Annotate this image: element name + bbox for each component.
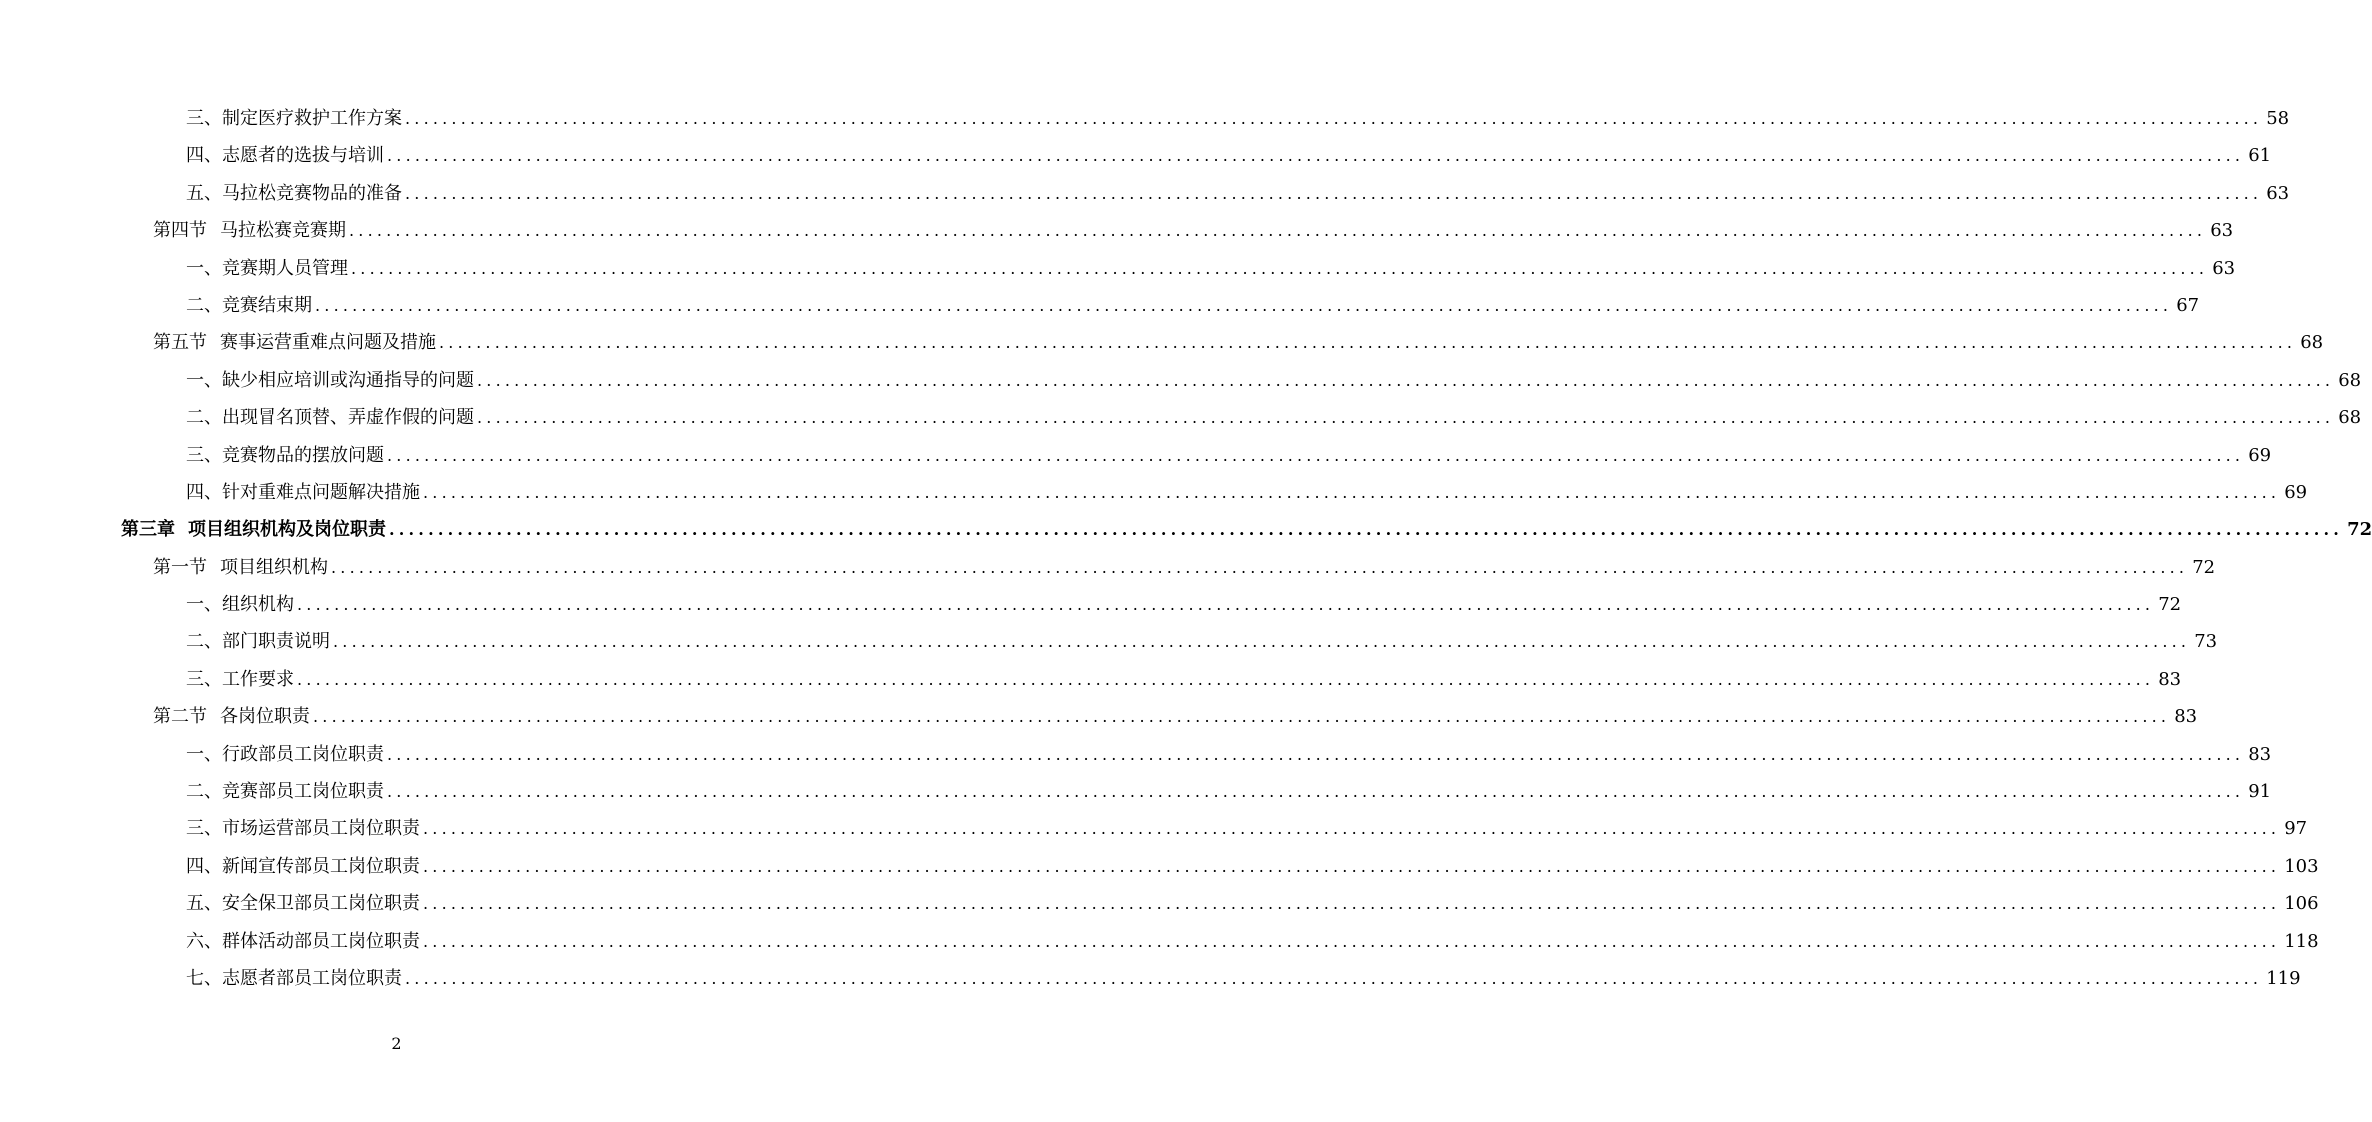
toc-entry-title	[186, 362, 474, 399]
toc-entry-page: 118	[2284, 930, 2319, 952]
toc-entry-item[interactable]	[186, 362, 2362, 399]
toc-entry-text: 竞赛期人员管理	[222, 257, 348, 279]
toc-entry-item[interactable]	[186, 100, 2290, 137]
toc-entry-text: 市场运营部员工岗位职责	[222, 818, 420, 840]
toc-entry-title	[186, 623, 330, 660]
toc-entry-number: 第二节	[153, 706, 207, 728]
toc-entry-item[interactable]	[186, 960, 2301, 997]
toc-entry-item[interactable]	[186, 885, 2319, 922]
toc-entry-page: 67	[2176, 294, 2200, 316]
toc-entry-title	[186, 137, 384, 174]
toc-dot-leader: ........................................................................................................................................................................................................	[389, 520, 2344, 540]
toc-entry-number: 四、	[186, 855, 222, 877]
toc-entry-number: 二、	[186, 631, 222, 653]
toc-entry-text: 竞赛部员工岗位职责	[222, 781, 384, 803]
toc-dot-leader: ........................................................................................................................................................................................................	[349, 221, 2207, 241]
toc-entry-title	[186, 250, 348, 287]
toc-entry-text: 出现冒名顶替、弄虚作假的问题	[222, 407, 474, 429]
toc-entry-text: 组织机构	[222, 594, 294, 616]
toc-entry-page: 91	[2248, 781, 2272, 803]
toc-entry-page: 68	[2338, 369, 2362, 391]
toc-entry-number: 六、	[186, 930, 222, 952]
toc-dot-leader: ........................................................................................................................................................................................................	[387, 782, 2245, 802]
toc-entry-item[interactable]	[186, 586, 2182, 623]
toc-entry-text: 行政部员工岗位职责	[222, 743, 384, 765]
toc-entry-title	[153, 549, 328, 586]
toc-dot-leader: ........................................................................................................................................................................................................	[439, 333, 2297, 353]
toc-entry-title	[186, 100, 402, 137]
toc-entry-title	[186, 810, 420, 847]
toc-entry-item[interactable]	[186, 810, 2308, 847]
toc-entry-item[interactable]	[186, 250, 2236, 287]
toc-entry-page: 63	[2210, 220, 2234, 242]
toc-entry-page: 69	[2248, 444, 2272, 466]
toc-entry-item[interactable]	[186, 474, 2308, 511]
toc-dot-leader: ........................................................................................................................................................................................................	[405, 109, 2263, 128]
toc-entry-title	[121, 511, 386, 548]
toc-entry-text: 各岗位职责	[220, 706, 310, 728]
toc-dot-leader: ........................................................................................................................................................................................................	[405, 183, 2263, 203]
toc-entry-item[interactable]	[186, 661, 2182, 698]
toc-dot-leader: ........................................................................................................................................................................................................	[387, 744, 2245, 764]
toc-entry-title	[153, 212, 346, 249]
toc-entry-page: 63	[2266, 182, 2290, 204]
toc-entry-page: 119	[2266, 967, 2301, 989]
toc-entry-number: 四、	[186, 481, 222, 503]
toc-entry-text: 项目组织机构及岗位职责	[188, 519, 386, 541]
toc-entry-number: 二、	[186, 294, 222, 316]
toc-dot-leader: ........................................................................................................................................................................................................	[297, 595, 2155, 615]
toc-dot-leader: ........................................................................................................................................................................................................	[477, 408, 2335, 428]
toc-entry-number: 第一节	[153, 556, 207, 578]
toc-entry-number: 五、	[186, 182, 222, 204]
toc-entry-title	[153, 324, 436, 361]
toc-dot-leader: ........................................................................................................................................................................................................	[387, 445, 2245, 465]
toc-entry-number: 一、	[186, 257, 222, 279]
toc-entry-number: 第五节	[153, 332, 207, 354]
toc-entry-page: 68	[2338, 407, 2362, 429]
toc-entry-section[interactable]	[153, 324, 2324, 361]
toc-entry-title	[186, 175, 402, 212]
toc-entry-section[interactable]	[153, 212, 2234, 249]
toc-dot-leader: ........................................................................................................................................................................................................	[423, 482, 2281, 502]
toc-dot-leader: ........................................................................................................................................................................................................	[423, 894, 2281, 914]
toc-entry-page: 103	[2284, 855, 2319, 877]
toc-entry-text: 缺少相应培训或沟通指导的问题	[222, 369, 474, 391]
toc-entry-number: 三、	[186, 444, 222, 466]
toc-entry-page: 58	[2266, 108, 2290, 129]
toc-entry-page: 72	[2347, 519, 2372, 541]
toc-entry-number: 五、	[186, 893, 222, 915]
toc-entry-number: 第三章	[121, 519, 175, 541]
toc-entry-title	[186, 287, 312, 324]
toc-dot-leader: ........................................................................................................................................................................................................	[313, 707, 2171, 727]
toc-entry-page: 69	[2284, 481, 2308, 503]
toc-entry-item[interactable]	[186, 848, 2319, 885]
toc-entry-text: 志愿者部员工岗位职责	[222, 967, 402, 989]
toc-entry-text: 部门职责说明	[222, 631, 330, 653]
toc-dot-leader: ........................................................................................................................................................................................................	[297, 669, 2155, 689]
toc-entry-title	[186, 661, 294, 698]
toc-dot-leader: ........................................................................................................................................................................................................	[331, 557, 2189, 577]
toc-entry-text: 赛事运营重难点问题及措施	[220, 332, 436, 354]
toc-entry-title	[186, 586, 294, 623]
toc-entry-text: 竞赛结束期	[222, 294, 312, 316]
toc-entry-number: 一、	[186, 743, 222, 765]
toc-entry-text: 新闻宣传部员工岗位职责	[222, 855, 420, 877]
toc-entry-item[interactable]	[186, 175, 2290, 212]
toc-entry-text: 马拉松竞赛物品的准备	[222, 182, 402, 204]
toc-dot-leader: ........................................................................................................................................................................................................	[423, 931, 2281, 951]
toc-entry-text: 竞赛物品的摆放问题	[222, 444, 384, 466]
toc-entry-page: 68	[2300, 332, 2324, 354]
toc-entry-item[interactable]	[186, 623, 2218, 660]
toc-entry-page: 97	[2284, 818, 2308, 840]
toc-dot-leader: ........................................................................................................................................................................................................	[423, 856, 2281, 876]
toc-entry-page: 83	[2158, 668, 2182, 690]
toc-entry-number: 三、	[186, 668, 222, 690]
toc-entry-page: 83	[2248, 743, 2272, 765]
toc-entry-title	[186, 923, 420, 960]
toc-entry-item[interactable]	[186, 736, 2272, 773]
toc-dot-leader: ........................................................................................................................................................................................................	[351, 258, 2209, 278]
toc-entry-title	[186, 848, 420, 885]
toc-entry-title	[186, 437, 384, 474]
toc-dot-leader: ........................................................................................................................................................................................................	[387, 146, 2245, 166]
toc-entry-number: 四、	[186, 145, 222, 167]
toc-entry-number: 三、	[186, 818, 222, 840]
toc-dot-leader: ........................................................................................................................................................................................................	[477, 370, 2335, 390]
toc-entry-text: 马拉松赛竞赛期	[220, 220, 346, 242]
toc-entry-title	[186, 773, 384, 810]
toc-dot-leader: ........................................................................................................................................................................................................	[315, 295, 2173, 315]
toc-entry-item[interactable]	[186, 287, 2200, 324]
toc-dot-leader: ........................................................................................................................................................................................................	[423, 819, 2281, 839]
toc-entry-text: 项目组织机构	[220, 556, 328, 578]
toc-entry-text: 群体活动部员工岗位职责	[222, 930, 420, 952]
toc-entry-title	[186, 474, 420, 511]
toc-entry-number: 一、	[186, 369, 222, 391]
toc-entry-page: 106	[2284, 893, 2319, 915]
toc-entry-page: 72	[2192, 556, 2216, 578]
page-number: 2	[391, 1034, 402, 1053]
toc-entry-number: 第四节	[153, 220, 207, 242]
toc-entry-page: 63	[2212, 257, 2236, 279]
toc-entry-text: 志愿者的选拔与培训	[222, 145, 384, 167]
toc-entry-text: 安全保卫部员工岗位职责	[222, 893, 420, 915]
table-of-contents	[0, 100, 2372, 997]
toc-entry-chapter[interactable]	[121, 511, 2372, 548]
toc-entry-item[interactable]	[186, 399, 2362, 436]
toc-entry-text: 工作要求	[222, 668, 294, 690]
toc-entry-text: 针对重难点问题解决措施	[222, 481, 420, 503]
toc-entry-number: 二、	[186, 407, 222, 429]
toc-entry-section[interactable]	[153, 698, 2198, 735]
toc-entry-page: 83	[2174, 706, 2198, 728]
toc-entry-page: 72	[2158, 594, 2182, 616]
toc-entry-title	[186, 399, 474, 436]
toc-dot-leader: ........................................................................................................................................................................................................	[333, 632, 2191, 652]
toc-entry-number: 三、	[186, 108, 222, 129]
toc-entry-title	[153, 698, 310, 735]
toc-entry-item[interactable]	[186, 773, 2272, 810]
toc-entry-item[interactable]	[186, 437, 2272, 474]
toc-entry-item[interactable]	[186, 923, 2319, 960]
toc-entry-title	[186, 960, 402, 997]
toc-entry-text: 制定医疗救护工作方案	[222, 108, 402, 129]
toc-dot-leader: ........................................................................................................................................................................................................	[405, 968, 2263, 988]
toc-entry-section[interactable]	[153, 549, 2216, 586]
toc-entry-number: 二、	[186, 781, 222, 803]
toc-entry-title	[186, 885, 420, 922]
toc-entry-number: 一、	[186, 594, 222, 616]
toc-entry-number: 七、	[186, 967, 222, 989]
toc-entry-title	[186, 736, 384, 773]
toc-entry-page: 61	[2248, 145, 2272, 167]
toc-entry-item[interactable]	[186, 137, 2272, 174]
toc-entry-page: 73	[2194, 631, 2218, 653]
